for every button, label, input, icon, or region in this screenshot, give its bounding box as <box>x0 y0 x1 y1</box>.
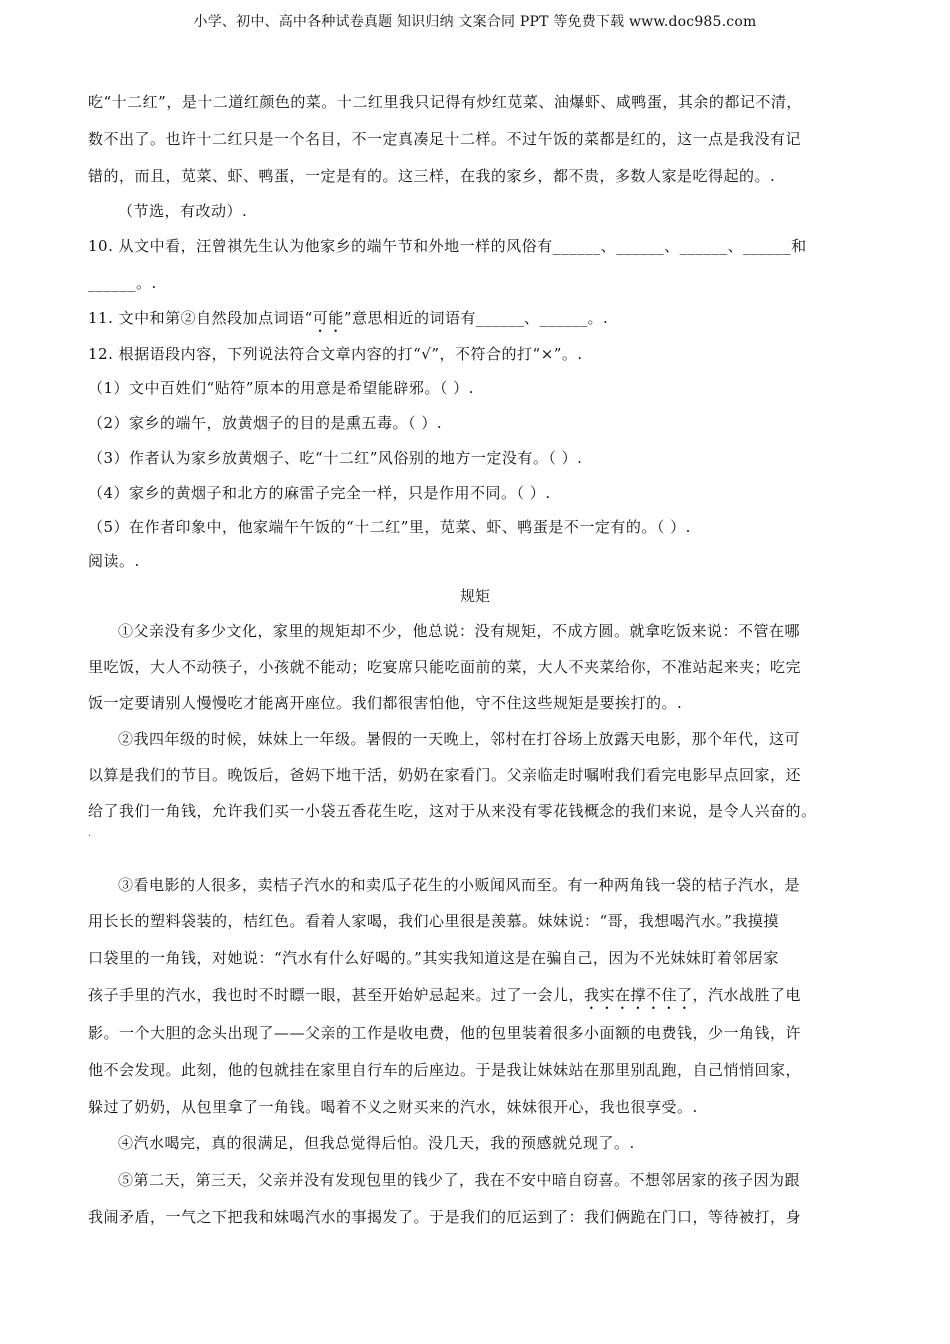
paragraph-4: ④汽水喝完，真的很满足，但我总觉得后怕。没几天，我的预感就兑现了。. <box>118 1134 635 1152</box>
question-11-text: ”意思相近的词语有______、______。. <box>343 309 609 327</box>
paragraph-1-line: 饭一定要请别人慢慢吃才能离开座位。我们都很害怕他，守不住这些规矩是要挨打的。. <box>88 694 683 712</box>
text-line: 错的，而且，苋菜、虾、鸭蛋，一定是有的。这三样，在我的家乡，都不贵，多数人家是吃得起的。. <box>88 167 776 185</box>
text-line: 吃“十二红”，是十二道红颜色的菜。十二红里我只记得有炒红苋菜、油爆虾、咸鸭蛋，其余的都记不清， <box>88 93 802 111</box>
paragraph-3-line <box>88 984 868 1013</box>
question-10-cont: ______。. <box>88 274 157 292</box>
site-header[interactable]: 小学、初中、高中各种试卷真题 知识归纳 文案合同 PPT 等免费下载 www.doc985.com <box>193 14 757 30</box>
paragraph-3-line: 用长长的塑料袋装的，桔红色。看着人家喝，我们心里很是羡慕。妹妹说：“哥，我想喝汽水。”我摸摸 <box>88 912 779 930</box>
judge-item-4: （4）家乡的黄烟子和北方的麻雷子完全一样，只是作用不同。（ ）. <box>88 484 551 502</box>
read-label: 阅读。. <box>88 552 140 570</box>
paragraph-3-line: 躲过了奶奶，从包里拿了一角钱。喝着不义之财买来的汽水，妹妹很开心，我也很享受。. <box>88 1098 698 1116</box>
paragraph-3-text: ，汽水战胜了电 <box>692 986 802 1004</box>
text-line: 数不出了。也许十二红只是一个名目，不一定真凑足十二样。不过午饭的菜都是红的，这一点是我没有记 <box>88 130 802 148</box>
question-12: 12. 根据语段内容，下列说法符合文章内容的打“√”，不符合的打“×”。. <box>88 345 583 363</box>
paragraph-1-line: ①父亲没有多少文化，家里的规矩却不少，他总说：没有规矩，不成方圆。就拿吃饭来说：不管在哪 <box>118 622 801 640</box>
story-title: 规矩 <box>459 587 490 605</box>
question-10: 10. 从文中看，汪曾祺先生认为他家乡的端午节和外地一样的风俗有______、______、______、______和 <box>88 237 807 255</box>
paragraph-1-line: 里吃饭，大人不动筷子，小孩就不能动；吃宴席只能吃面前的菜，大人不夹菜给你，不准站起来夹；吃完 <box>88 658 802 676</box>
paragraph-2-mark: . <box>88 828 92 839</box>
paragraph-2-line: 给了我们一角钱，允许我们买一小袋五香花生吃，这对于从来没有零花钱概念的我们来说，是令人兴奋的。 <box>88 802 817 820</box>
judge-item-2: （2）家乡的端午，放黄烟子的目的是熏五毒。（ ）. <box>88 414 443 432</box>
source-note: （节选，有改动）. <box>118 202 248 220</box>
paragraph-5-line: 我闹矛盾，一气之下把我和妹喝汽水的事揭发了。于是我们的厄运到了：我们俩跪在门口，等待被打，身 <box>88 1208 802 1226</box>
paragraph-5-line: ⑤第二天，第三天，父亲并没有发现包里的钱少了，我在不安中暗自窃喜。不想邻居家的孩子因为跟 <box>118 1171 801 1189</box>
question-11-text: 11. 文中和第②自然段加点词语“ <box>88 309 313 327</box>
judge-item-1: （1）文中百姓们“贴符”原本的用意是希望能辟邪。（ ）. <box>88 379 474 397</box>
paragraph-2-line: 以算是我们的节目。晚饭后，爸妈下地干活，奶奶在家看门。父亲临走时嘱咐我们看完电影早点回家，还 <box>88 766 802 784</box>
paragraph-3-line: 影。一个大胆的念头出现了——父亲的工作是收电费，他的包里装着很多小面额的电费钱，少一角钱，许 <box>88 1024 802 1042</box>
dotted-phrase: 我实在撑不住了 <box>584 986 693 1004</box>
question-11 <box>88 307 868 336</box>
dotted-word: 可能 <box>312 309 344 327</box>
paragraph-3-text: 孩子手里的汽水，我也时不时瞟一眼，甚至开始妒忌起来。过了一会儿， <box>88 986 585 1004</box>
paragraph-3-line: 他不会发现。此刻，他的包就挂在家里自行车的后座边。于是我让妹妹站在那里别乱跑，自己悄悄回家， <box>88 1061 802 1079</box>
judge-item-3: （3）作者认为家乡放黄烟子、吃“十二红”风俗别的地方一定没有。（ ）. <box>88 449 583 467</box>
paragraph-3-line: 口袋里的一角钱，对她说：“汽水有什么好喝的。”其实我知道这是在骗自己，因为不光妹妹盯着邻居家 <box>88 949 779 967</box>
paragraph-2-line: ②我四年级的时候，妹妹上一年级。暑假的一天晚上，邻村在打谷场上放露天电影，那个年代，这可 <box>118 730 801 748</box>
paragraph-3-line: ③看电影的人很多，卖桔子汽水的和卖瓜子花生的小贩闻风而至。有一种两角钱一袋的桔子汽水，是 <box>118 876 801 894</box>
judge-item-5: （5）在作者印象中，他家端午午饭的“十二红”里，苋菜、虾、鸭蛋是不一定有的。（ ）. <box>88 518 691 536</box>
